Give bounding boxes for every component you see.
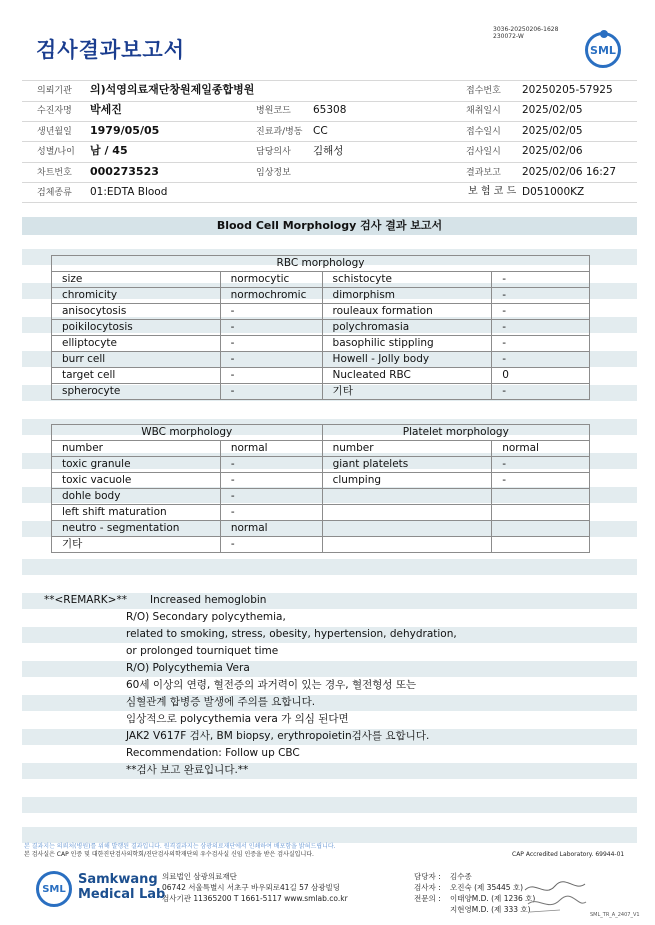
report-date-label: 결과보고 bbox=[466, 168, 501, 178]
test-date-value: 2025/02/06 bbox=[522, 145, 583, 157]
remark-line: 임상적으로 polycythemia vera 가 의심 된다면 bbox=[126, 713, 349, 725]
divider bbox=[22, 101, 637, 102]
remark-line: or prolonged tourniquet time bbox=[126, 645, 279, 657]
hospital-code-value: 65308 bbox=[313, 104, 347, 116]
stripe bbox=[22, 763, 637, 779]
stripe bbox=[22, 661, 637, 677]
table-row: size normocytic schistocyte - bbox=[52, 272, 590, 288]
document-number: 3036-20250206-1628 230072-W bbox=[493, 26, 559, 40]
table-row: toxic vacuole - clumping - bbox=[52, 473, 590, 489]
remark-line: 심혈관계 합병증 발생에 주의를 요합니다. bbox=[126, 696, 316, 708]
company-name-line1: Samkwang bbox=[78, 872, 158, 887]
table-row: spherocyte - 기타 - bbox=[52, 384, 590, 400]
address-line: 의료법인 삼광의료재단 bbox=[162, 872, 237, 881]
table-row: number normal number normal bbox=[52, 441, 590, 457]
stripe bbox=[22, 797, 637, 813]
table-row: left shift maturation - bbox=[52, 505, 590, 521]
hospital-value: 의)석영의료재단창원제일종합병원 bbox=[90, 83, 255, 96]
sml-footer-logo: SML bbox=[36, 871, 72, 907]
table-row: burr cell - Howell - Jolly body - bbox=[52, 352, 590, 368]
collect-date-value: 2025/02/05 bbox=[522, 104, 583, 116]
rbc-table bbox=[51, 255, 590, 400]
table-row: anisocytosis - rouleaux formation - bbox=[52, 304, 590, 320]
insurance-code-value: D051000KZ bbox=[522, 186, 585, 198]
report-date-value: 2025/02/06 16:27 bbox=[522, 166, 617, 178]
birth-value: 1979/05/05 bbox=[90, 124, 160, 137]
table-row: 기타 - bbox=[52, 537, 590, 553]
platelet-header: Platelet morphology bbox=[322, 425, 589, 441]
specimen-value: 01:EDTA Blood bbox=[90, 186, 168, 198]
remark-line: R/O) Polycythemia Vera bbox=[126, 662, 250, 674]
sml-logo: SML bbox=[585, 32, 621, 68]
stripe bbox=[22, 827, 637, 843]
table-row: target cell - Nucleated RBC 0 bbox=[52, 368, 590, 384]
receipt-no-label: 접수번호 bbox=[466, 86, 501, 96]
sex-age-label: 성별/나이 bbox=[37, 147, 75, 157]
footer-certification: 본 검사실은 CAP 인증 및 대한진단검사의학회/진단검사의학재단의 우수검사실 신임 인증을 받은 검사실입니다. bbox=[24, 851, 314, 858]
hospital-label: 의뢰기관 bbox=[37, 86, 72, 96]
remark-first-line: Increased hemoglobin bbox=[150, 594, 267, 606]
divider bbox=[22, 121, 637, 122]
divider bbox=[22, 141, 637, 142]
collect-date-label: 채취일시 bbox=[466, 106, 501, 116]
sex-age-value: 남 / 45 bbox=[90, 144, 128, 157]
staff-role: 검사자 : bbox=[414, 883, 441, 892]
address-line: 06742 서울특별시 서초구 바우뫼로41길 57 삼광빌딩 bbox=[162, 883, 341, 892]
rbc-header: RBC morphology bbox=[52, 256, 590, 272]
cap-accreditation: CAP Accredited Laboratory. 69944-01 bbox=[512, 851, 625, 858]
clinical-info-label: 임상정보 bbox=[256, 168, 291, 178]
table-row: toxic granule - giant platelets - bbox=[52, 457, 590, 473]
insurance-code-label: 보 험 코 드 bbox=[468, 186, 517, 197]
divider bbox=[22, 80, 637, 81]
remark-line: Recommendation: Follow up CBC bbox=[126, 747, 300, 759]
staff-name: 이태양M.D. (제 1236 호) bbox=[450, 894, 536, 903]
remark-line: JAK2 V617F 검사, BM biopsy, erythropoietin검사를 요합니다. bbox=[126, 730, 430, 742]
table-row: poikilocytosis - polychromasia - bbox=[52, 320, 590, 336]
remark-line: **검사 보고 완료입니다.** bbox=[126, 764, 249, 776]
divider bbox=[22, 182, 637, 183]
dept-value: CC bbox=[313, 125, 328, 137]
receive-date-value: 2025/02/05 bbox=[522, 125, 583, 137]
staff-name: 지현영M.D. (제 333 호) bbox=[450, 905, 531, 914]
staff-role: 담당자 : bbox=[414, 872, 441, 881]
dept-label: 진료과/병동 bbox=[256, 127, 303, 137]
birth-label: 생년월일 bbox=[37, 127, 72, 137]
table-row: chromicity normochromic dimorphism - bbox=[52, 288, 590, 304]
receive-date-label: 접수일시 bbox=[466, 127, 501, 137]
wbc-platelet-table bbox=[51, 424, 590, 553]
chart-no-value: 000273523 bbox=[90, 165, 159, 178]
remark-line: 60세 이상의 연령, 혈전증의 과거력이 있는 경우, 혈전형성 또는 bbox=[126, 679, 417, 691]
address-line: 검사기관 11365200 T 1661-5117 www.smlab.co.kr bbox=[162, 894, 348, 903]
stripe bbox=[22, 559, 637, 575]
section-title: Blood Cell Morphology 검사 결과 보고서 bbox=[22, 217, 637, 235]
footer-notice: 본 결과지는 의뢰처(병원)를 위해 발행된 결과입니다. 원격결과지는 삼광의료재단에서 인쇄하여 배포함을 밝혀드립니다. bbox=[24, 843, 336, 850]
receipt-no-value: 20250205-57925 bbox=[522, 84, 613, 96]
staff-name: 오진숙 (제 35445 호) bbox=[450, 883, 524, 892]
wbc-header: WBC morphology bbox=[52, 425, 323, 441]
test-date-label: 검사일시 bbox=[466, 147, 501, 157]
divider bbox=[22, 202, 637, 203]
name-value: 박세진 bbox=[90, 103, 122, 116]
remark-line: related to smoking, stress, obesity, hypertension, dehydration, bbox=[126, 628, 457, 640]
stripe bbox=[22, 695, 637, 711]
table-row: elliptocyte - basophilic stippling - bbox=[52, 336, 590, 352]
doctor-value: 김해성 bbox=[313, 145, 344, 157]
name-label: 수진자명 bbox=[37, 106, 72, 116]
staff-name: 김수종 bbox=[450, 872, 472, 881]
staff-role: 전문의 : bbox=[414, 894, 441, 903]
table-row: neutro - segmentation normal bbox=[52, 521, 590, 537]
table-row: dohle body - bbox=[52, 489, 590, 505]
chart-no-label: 차트번호 bbox=[37, 168, 72, 178]
divider bbox=[22, 162, 637, 163]
report-title: 검사결과보고서 bbox=[36, 38, 186, 62]
remark-line: R/O) Secondary polycythemia, bbox=[126, 611, 286, 623]
hospital-code-label: 병원코드 bbox=[256, 106, 291, 116]
signature-image bbox=[520, 878, 590, 918]
form-code: SML_TR_A_2407_V1 bbox=[590, 912, 640, 918]
remark-label: **<REMARK>** bbox=[44, 594, 127, 606]
specimen-label: 검체종류 bbox=[37, 188, 72, 198]
company-name-line2: Medical Lab bbox=[78, 887, 166, 902]
doctor-label: 담당의사 bbox=[256, 147, 291, 157]
